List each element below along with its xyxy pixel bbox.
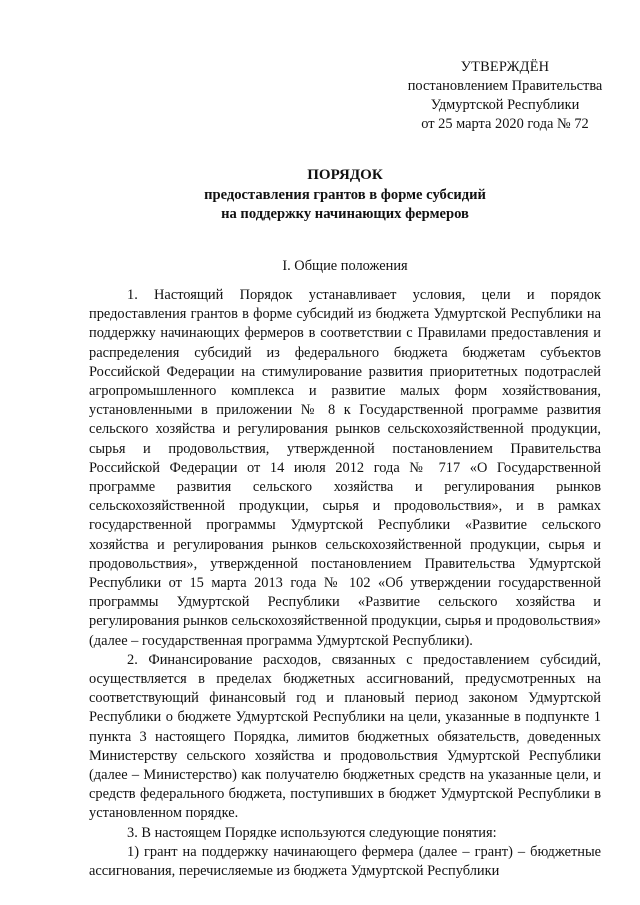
- approval-line-1: постановлением Правительства: [407, 78, 603, 94]
- document-body: [89, 286, 601, 881]
- document-subtitle-line-1: предоставления грантов в форме субсидий: [204, 187, 486, 203]
- approval-line-2: Удмуртской Республики: [430, 97, 580, 113]
- document-subtitle-line-2: на поддержку начинающих фермеров: [221, 206, 469, 222]
- paragraph-2: 2. Финансирование расходов, связанных с предоставлением субсидий, осуществляется в пределах бюджетных ассигнований, предусмотренных на соответствующий финансовый год и плановый период законом Удмуртской Республики о бюджете Удмуртской Республики на цели, указанные в подпункте 1 пункта 3 настоящего Порядка, лимитов бюджетных обязательств, доведенных Министерству сельского хозяйства и продовольствия Удмуртской Республики (далее – Министерство) как получателю бюджетных средств на указанные цели, и средств федерального бюджета, поступивших в бюджет Удмуртской Республики в установленном порядке.: [89, 651, 601, 822]
- paragraph-4: 1) грант на поддержку начинающего фермера (далее – грант) – бюджетные ассигнования, перечисляемые из бюджета Удмуртской Республики: [89, 843, 601, 880]
- paragraph-1: 1. Настоящий Порядок устанавливает условия, цели и порядок предоставления грантов в форме субсидий из бюджета Удмуртской Республики на поддержку начинающих фермеров в соответствии с Правилами предоставления и распределения субсидий из федерального бюджета бюджетам субъектов Российской Федерации на стимулирование развития приоритетных подотраслей агропромышленного комплекса и развитие малых форм хозяйствования, установленными в приложении № 8 к Государственной программе развития сельского хозяйства и регулирования рынков сельскохозяйственной продукции, сырья и продовольствия, утвержденной постановлением Правительства Российской Федерации от 14 июля 2012 года № 717 «О Государственной программе развития сельского хозяйства и регулирования рынков сельскохозяйственной продукции, сырья и продовольствия», и в рамках государственной программы Удмуртской Республики «Развитие сельского хозяйства и регулирования рынков сельскохозяйственной продукции, сырья и продовольствия», утвержденной постановлением Правительства Удмуртской Республики от 15 марта 2013 года № 102 «Об утверждении государственной программы Удмуртской Республики «Развитие сельского хозяйства и регулирования рынков сельскохозяйственной продукции, сырья и продовольствия» (далее – государственная программа Удмуртской Республики).: [89, 287, 601, 649]
- paragraph-3: 3. В настоящем Порядке используются следующие понятия:: [127, 824, 497, 841]
- approval-line-3: от 25 марта 2020 года № 72: [421, 116, 589, 132]
- approval-stamp: [400, 58, 610, 134]
- document-title-block: [90, 166, 600, 224]
- section-heading: I. Общие положения: [282, 258, 408, 274]
- approval-title: УТВЕРЖДЁН: [460, 59, 550, 75]
- document-title: ПОРЯДОК: [307, 167, 383, 183]
